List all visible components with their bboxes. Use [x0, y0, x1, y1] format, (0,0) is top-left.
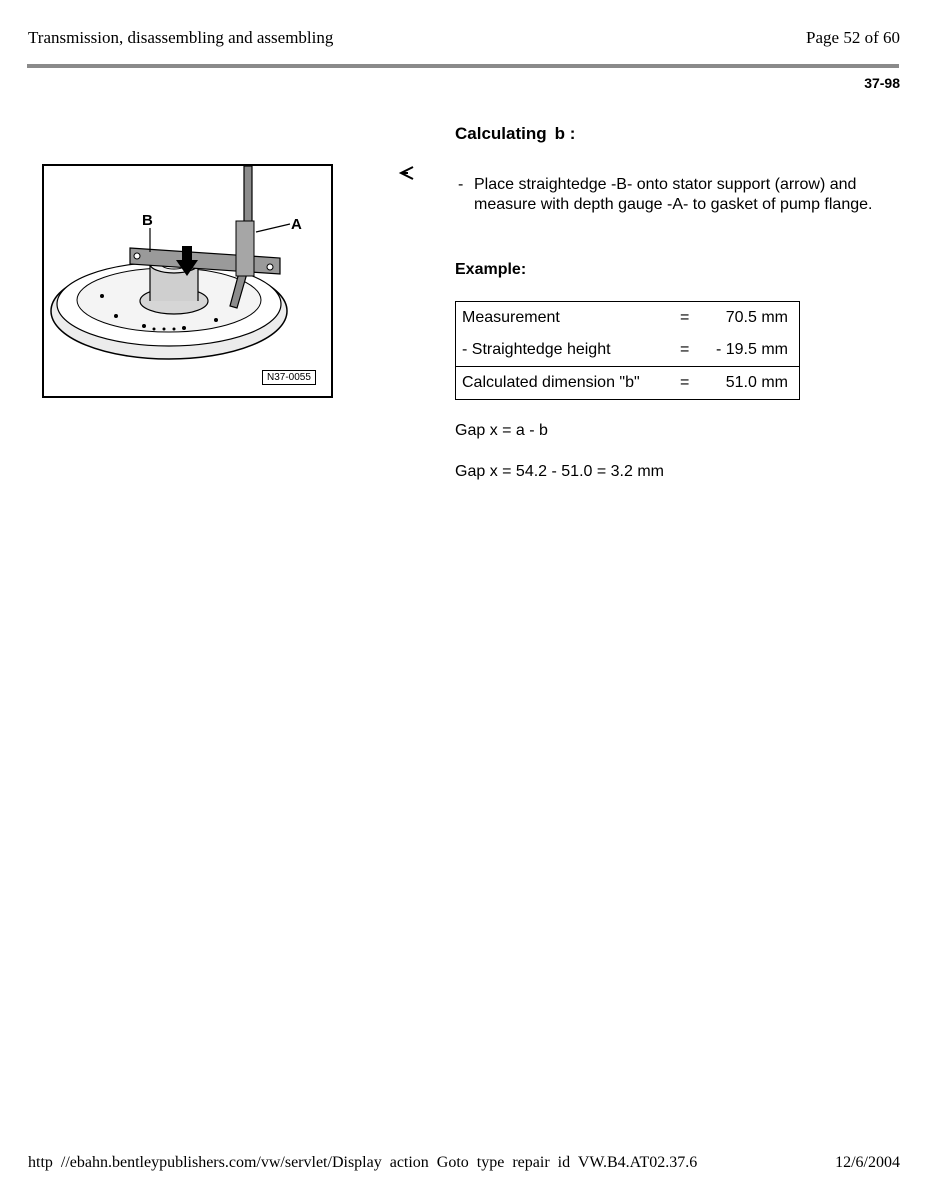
document-title: Transmission, disassembling and assembling	[28, 28, 334, 47]
heading-prefix: Calculating	[455, 124, 547, 143]
step-text: Place straightedge -B- onto stator support (arrow) and measure with depth gauge -A- to gasket of pump flange.	[474, 176, 873, 213]
figure-ref-code: N37-0055	[262, 370, 316, 385]
row-label: - Straightedge height	[462, 341, 611, 358]
section-heading	[455, 124, 575, 144]
row-label: Calculated dimension "b"	[462, 374, 640, 391]
step-dash: -	[458, 176, 464, 193]
row-equals: =	[680, 309, 690, 326]
heading-variable: b :	[554, 124, 576, 143]
source-url: http //ebahn.bentleypublishers.com/vw/servlet/Display action Goto type repair id VW.B4.AT02.37.6	[28, 1154, 698, 1171]
calculation-table	[455, 301, 800, 400]
instruction-step	[458, 175, 888, 215]
row-value: - 19.5 mm	[715, 341, 788, 358]
header-divider	[27, 64, 899, 68]
pointer-arrow-icon	[398, 164, 416, 182]
formula-result: Gap x = 54.2 - 51.0 = 3.2 mm	[455, 463, 664, 480]
figure-label-a: A	[291, 216, 302, 233]
table-row	[456, 302, 799, 334]
example-label: Example:	[455, 261, 527, 278]
formula-definition: Gap x = a - b	[455, 422, 548, 439]
section-page-code: 37-98	[864, 75, 900, 91]
straightedge-measurement-drawing	[44, 166, 331, 396]
row-label: Measurement	[462, 309, 560, 326]
row-value: 70.5 mm	[725, 309, 788, 326]
row-equals: =	[680, 374, 690, 391]
print-date: 12/6/2004	[835, 1154, 900, 1171]
page-number: Page 52 of 60	[806, 28, 900, 47]
figure-label-b: B	[142, 212, 153, 229]
row-value: 51.0 mm	[725, 374, 788, 391]
table-row	[456, 334, 799, 366]
technical-illustration	[42, 164, 333, 398]
row-equals: =	[680, 341, 690, 358]
table-row-result	[456, 366, 799, 399]
